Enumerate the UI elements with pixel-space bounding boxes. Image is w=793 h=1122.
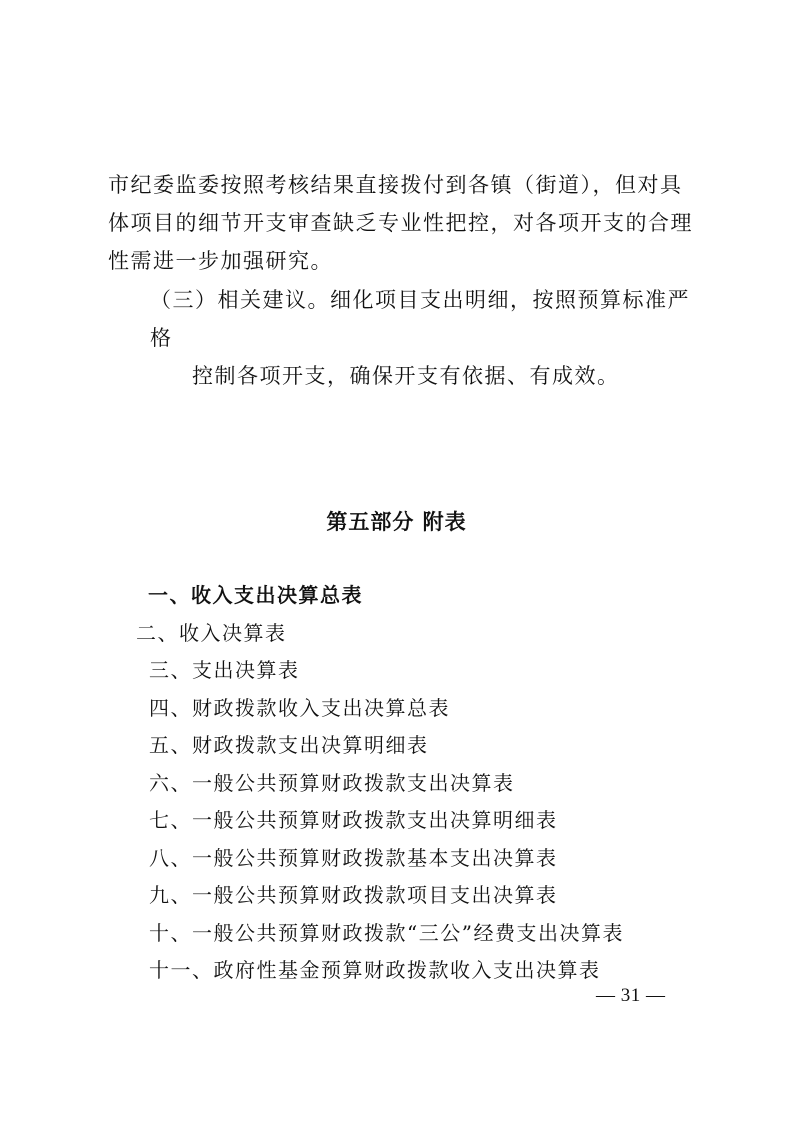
recommendation-line-2: 控制各项开支，确保开支有依据、有成效。 [192, 364, 620, 388]
attachment-item: 十、一般公共预算财政拨款“三公”经费支出决算表 [149, 920, 624, 945]
attachment-item: 六、一般公共预算财政拨款支出决算表 [149, 770, 515, 795]
attachment-item: 四、财政拨款收入支出决算总表 [149, 695, 450, 720]
attachment-item: 十一、政府性基金预算财政拨款收入支出决算表 [149, 958, 601, 982]
section-title: 第五部分 附表 [326, 510, 467, 534]
recommendation-paragraph [150, 281, 695, 395]
body-paragraph: 市纪委监委按照考核结果直接拨付到各镇（街道），但对具体项目的细节开支审查缺乏专业性把控，对各项开支的合理性需进一步加强研究。 [108, 173, 693, 273]
attachment-item: 七、一般公共预算财政拨款支出决算明细表 [149, 808, 558, 832]
page-number: — 31 — [596, 985, 666, 1006]
attachment-item: 八、一般公共预算财政拨款基本支出决算表 [149, 845, 558, 870]
attachment-list [0, 577, 793, 990]
attachment-item: 三、支出决算表 [149, 658, 300, 682]
recommendation-line-1: （三）相关建议。细化项目支出明细，按照预算标准严格 [150, 288, 690, 350]
attachment-item: 一、收入支出决算总表 [148, 583, 363, 607]
attachment-item: 五、财政拨款支出决算明细表 [149, 733, 429, 757]
attachment-item: 九、一般公共预算财政拨款项目支出决算表 [149, 883, 558, 907]
attachment-item: 二、收入决算表 [136, 620, 287, 645]
